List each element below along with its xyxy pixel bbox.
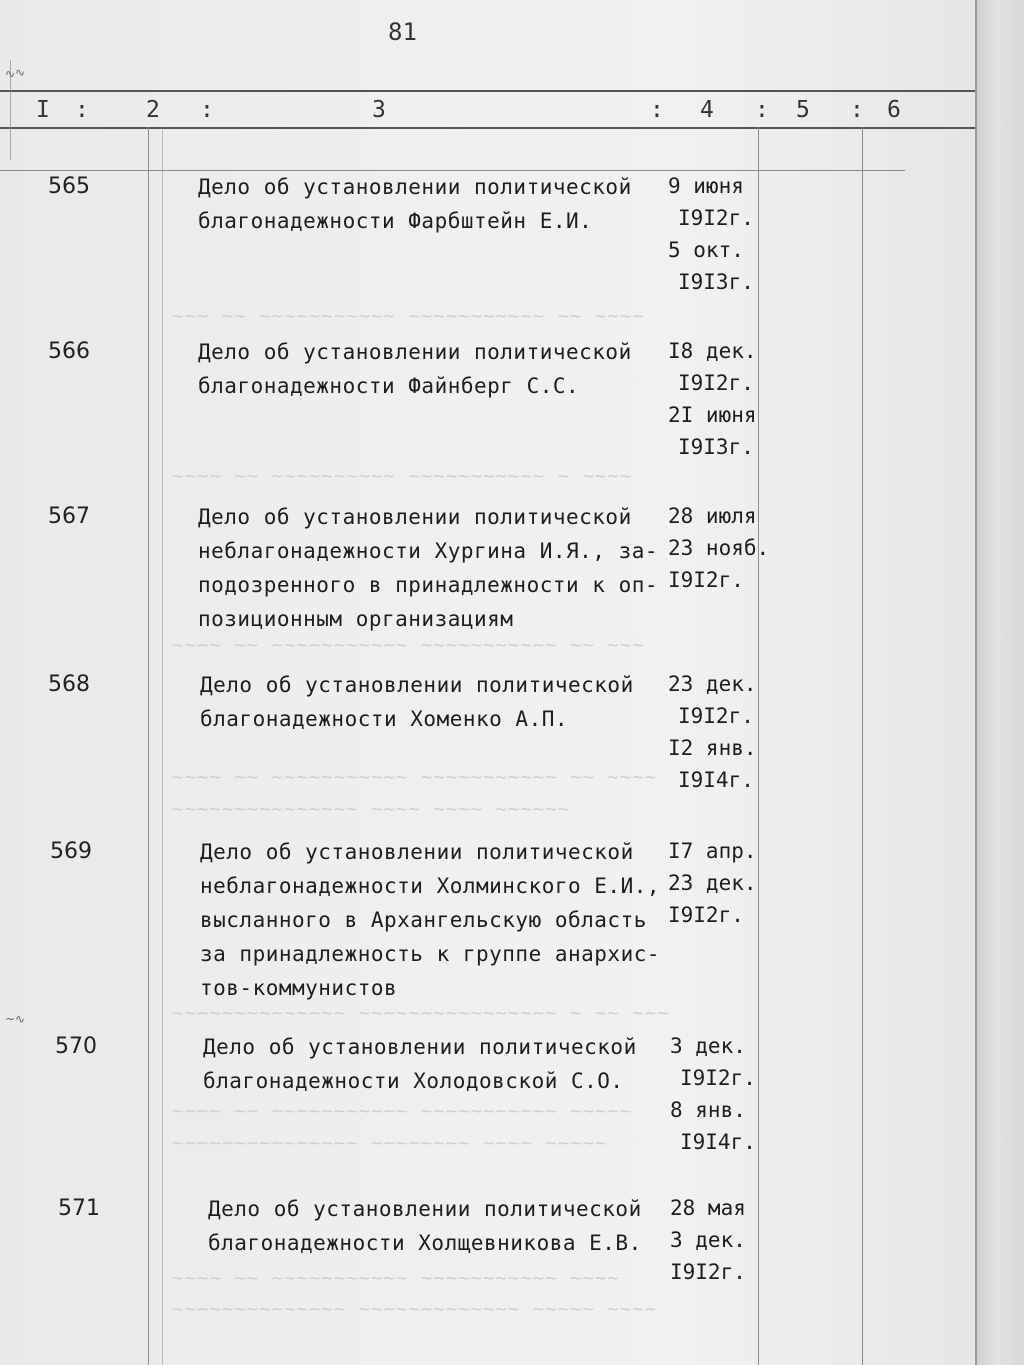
- bleed-through: ~~~~~~~~~~~~~~~ ~~~~~~~~ ~~~~ ~~~~~: [172, 1132, 608, 1154]
- column-number-3: 3: [372, 97, 386, 123]
- entry-title-line: Дело об установлении политической: [203, 1035, 637, 1059]
- column-separator: :: [200, 97, 214, 123]
- bleed-through: ~~~~~~~~~~~~~~ ~~~~~~~~~~~~~ ~~~~~ ~~~~: [172, 1298, 658, 1320]
- column-number-6: 6: [887, 97, 901, 123]
- column-separator: :: [75, 97, 89, 123]
- entry-title-line: позиционным организациям: [198, 607, 514, 631]
- entry-date-line: I9I3г.: [678, 435, 754, 459]
- side-bleed-mark: ∿∿: [4, 64, 26, 82]
- entry-number: 571: [58, 1196, 100, 1221]
- column-line: [758, 127, 759, 1365]
- entry-title-line: высланного в Архангельскую область: [200, 908, 647, 932]
- entry-date-line: 3 дек.: [670, 1034, 746, 1058]
- side-bleed-mark: ~∿: [5, 1012, 26, 1026]
- column-separator: :: [850, 97, 864, 123]
- entry-date-line: I9I3г.: [678, 270, 754, 294]
- entry-date-line: 23 дек.: [668, 672, 757, 696]
- entry-title-line: Дело об установлении политической: [198, 340, 632, 364]
- column-separator: :: [650, 97, 664, 123]
- entry-number: 565: [48, 174, 90, 199]
- column-line: [162, 127, 163, 1365]
- entry-date-line: I9I2г.: [678, 206, 754, 230]
- entry-date-line: I9I4г.: [678, 768, 754, 792]
- entry-title-line: Дело об установлении политической: [198, 175, 632, 199]
- entry-date-line: 2I июня: [668, 403, 757, 427]
- entry-title-line: благонадежности Холщевникова Е.В.: [208, 1231, 642, 1255]
- entry-title-line: благонадежности Файнберг С.С.: [198, 374, 580, 398]
- bleed-through: ~~~~~~~~~~~~~~~ ~~~~ ~~~~ ~~~~~~: [172, 798, 571, 820]
- entry-title-line: подозренного в принадлежности к оп-: [198, 573, 659, 597]
- entry-date-line: I9I2г.: [668, 903, 744, 927]
- page-edge: [975, 0, 1024, 1365]
- entry-date-line: I9I2г.: [678, 371, 754, 395]
- column-separator: :: [755, 97, 769, 123]
- entry-title-line: неблагонадежности Хургина И.Я., за-: [198, 539, 659, 563]
- entry-number: 569: [50, 839, 92, 864]
- entry-date-line: I2 янв.: [668, 736, 757, 760]
- entry-title-line: неблагонадежности Холминского Е.И.,: [200, 874, 661, 898]
- entry-title-line: благонадежности Хоменко А.П.: [200, 707, 569, 731]
- bleed-through: ~~~~ ~~ ~~~~~~~~~~~ ~~~~~~~~~~~ ~~~~~: [172, 1100, 633, 1122]
- entry-date-line: 23 дек.: [668, 871, 757, 895]
- entry-date-line: 3 дек.: [670, 1228, 746, 1252]
- entry-date-line: 23 нояб.: [668, 536, 770, 560]
- entry-date-line: 8 янв.: [670, 1098, 746, 1122]
- page-number: 81: [388, 18, 417, 46]
- entry-date-line: I8 дек.: [668, 339, 757, 363]
- entry-title-line: Дело об установлении политической: [208, 1197, 642, 1221]
- entry-date-line: 28 июля: [668, 504, 757, 528]
- column-number-1: I: [36, 97, 50, 123]
- entry-date-line: I9I2г.: [678, 704, 754, 728]
- entry-title-line: за принадлежность к группе анархис-: [200, 942, 661, 966]
- column-line: [862, 127, 863, 1365]
- entry-date-line: I9I2г.: [670, 1260, 746, 1284]
- entry-title-line: Дело об установлении политической: [200, 840, 634, 864]
- header-top-rule: [0, 90, 975, 92]
- entry-title-line: благонадежности Холодовской С.О.: [203, 1069, 624, 1093]
- entry-date-line: I9I2г.: [680, 1066, 756, 1090]
- bleed-through: ~~~ ~~ ~~~~~~~~~~~ ~~~~~~~~~~~ ~~ ~~~~: [172, 305, 645, 327]
- column-number-2: 2: [146, 97, 160, 123]
- entry-number: 567: [48, 504, 90, 529]
- bleed-through: ~~~~ ~~ ~~~~~~~~~~ ~~~~~~~~~~~ ~ ~~~~: [172, 465, 633, 487]
- entry-title-line: благонадежности Фарбштейн Е.И.: [198, 209, 593, 233]
- entry-date-line: I9I4г.: [680, 1130, 756, 1154]
- entry-number: 568: [48, 672, 90, 697]
- bleed-through: ~~~~ ~~ ~~~~~~~~~~~ ~~~~~~~~~~~ ~~~~: [172, 1267, 620, 1289]
- entry-title-line: тов-коммунистов: [200, 976, 398, 1000]
- header-bottom-rule: [0, 127, 975, 129]
- bleed-through: ~~~~~~~~~~~~~~ ~~~~~~~~~~~~~~~~ ~ ~~ ~~~: [172, 1002, 670, 1024]
- entry-date-line: 5 окт.: [668, 238, 744, 262]
- column-number-4: 4: [700, 97, 714, 123]
- entry-number: 566: [48, 339, 90, 364]
- bleed-through: ~~~~ ~~ ~~~~~~~~~~~ ~~~~~~~~~~~ ~~ ~~~: [172, 634, 645, 656]
- entry-date-line: I7 апр.: [668, 839, 757, 863]
- bleed-through: ~~~~ ~~ ~~~~~~~~~~~ ~~~~~~~~~~~ ~~ ~~~~: [172, 766, 658, 788]
- entry-title-line: Дело об установлении политической: [198, 505, 632, 529]
- entry-date-line: 28 мая: [670, 1196, 746, 1220]
- column-line: [148, 127, 149, 1365]
- entry-date-line: I9I2г.: [668, 568, 744, 592]
- column-number-5: 5: [796, 97, 810, 123]
- entry-date-line: 9 июня: [668, 174, 744, 198]
- entry-number: 570: [55, 1034, 97, 1059]
- entry-title-line: Дело об установлении политической: [200, 673, 634, 697]
